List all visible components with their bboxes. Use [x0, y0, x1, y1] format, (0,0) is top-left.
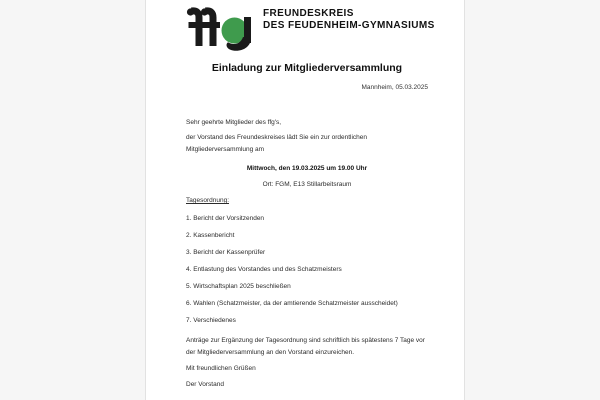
meeting-datetime: Mittwoch, den 19.03.2025 um 19.00 Uhr [246, 165, 368, 172]
agenda-item-3: 3. Bericht der Kassenprüfer [186, 249, 266, 256]
letter-title: Einladung zur Mitgliederversammlung [211, 62, 403, 74]
note-paragraph [186, 335, 428, 359]
agenda-item-4: 4. Entlastung des Vorstandes und des Schatzmeisters [186, 266, 342, 273]
salutation: Sehr geehrte Mitglieder des ffg's, [186, 119, 282, 126]
org-name-line1: FREUNDESKREIS [263, 8, 354, 19]
signature: Der Vorstand [186, 381, 224, 388]
note-line-1: Anträge zur Ergänzung der Tagesordnung sind schriftlich bis spätestens 7 Tage vor [186, 337, 425, 344]
agenda-item-5: 5. Wirtschaftsplan 2025 beschließen [186, 283, 291, 290]
letter-header [186, 4, 435, 51]
agenda-heading: Tagesordnung: [186, 197, 230, 204]
agenda-item-6: 6. Wahlen (Schatzmeister, da der amtierende Schatzmeister ausscheidet) [186, 300, 398, 307]
intro-line-1: der Vorstand des Freundeskreises lädt Sie ein zur ordentlichen [186, 134, 368, 141]
org-name-line2: DES FEUDENHEIM-GYMNASIUMS [263, 19, 435, 31]
org-name [263, 8, 435, 31]
closing: Mit freundlichen Grüßen [186, 365, 256, 372]
intro-paragraph [186, 132, 428, 156]
meeting-location: Ort: FGM, E13 Stillarbeitsraum [262, 181, 352, 188]
agenda-list [186, 214, 428, 325]
agenda-item-2: 2. Kassenbericht [186, 232, 235, 239]
letter-page [145, 0, 465, 400]
ffg-logo-icon [186, 4, 254, 51]
intro-line-2: Mitgliederversammlung am [186, 146, 265, 153]
agenda-item-1: 1. Bericht der Vorsitzenden [186, 215, 265, 222]
agenda-item-7: 7. Verschiedenes [186, 317, 236, 324]
place-date-line: Mannheim, 05.03.2025 [361, 84, 428, 91]
note-line-2: der Mitgliederversammlung an den Vorstand einzureichen. [186, 349, 355, 356]
